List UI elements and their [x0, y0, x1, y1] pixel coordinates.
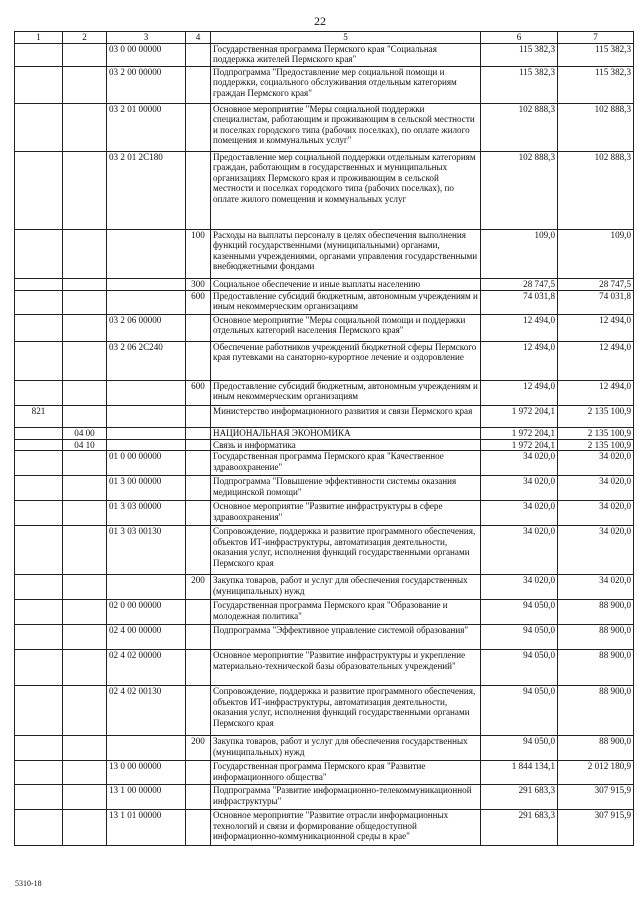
- expense-type-cell: [186, 650, 211, 686]
- expense-type-cell: [186, 406, 211, 428]
- amount-col6-cell: 102 888,3: [481, 104, 558, 152]
- target-article-cell: [107, 291, 186, 315]
- section-code-cell: [63, 315, 107, 342]
- target-article-cell: [107, 428, 186, 440]
- target-article-cell: 01 3 03 00130: [107, 526, 186, 575]
- table-row: [15, 501, 634, 526]
- item-name-cell: Подпрограмма "Эффективное управление системой образования": [211, 625, 481, 650]
- expense-type-cell: [186, 315, 211, 342]
- section-code-cell: 04 00: [63, 428, 107, 440]
- expense-type-cell: [186, 625, 211, 650]
- amount-col6-cell: 34 020,0: [481, 526, 558, 575]
- item-name-cell: Государственная программа Пермского края "Социальная поддержка жителей Пермского края": [211, 44, 481, 67]
- target-article-cell: 02 4 02 00130: [107, 686, 186, 736]
- target-article-cell: [107, 736, 186, 761]
- expense-type-cell: [186, 810, 211, 846]
- item-name-cell: Государственная программа Пермского края "Развитие информационного общества": [211, 761, 481, 785]
- item-name-cell: Сопровождение, поддержка и развитие программного обеспечения, объектов ИТ-инфраструктуры, автоматизация деятельности, оказания услуг, исполнения функций государственными органами Пермского края: [211, 686, 481, 736]
- target-article-cell: 01 3 03 00000: [107, 501, 186, 526]
- amount-col6-cell: 34 020,0: [481, 501, 558, 526]
- target-article-cell: [107, 279, 186, 291]
- admin-code-cell: [15, 451, 63, 476]
- item-name-cell: Основное мероприятие "Развитие отрасли информационных технологий и связи и формирование общедоступной информационно-коммуникационной среды в крае": [211, 810, 481, 846]
- admin-code-cell: 821: [15, 406, 63, 428]
- target-article-cell: 03 0 00 00000: [107, 44, 186, 67]
- item-name-cell: Подпрограмма "Развитие информационно-телекоммуникационной инфраструктуры": [211, 785, 481, 810]
- item-name-cell: Подпрограмма "Предоставление мер социальной помощи и поддержки, социального обслуживания отдельным категориям граждан Пермского края": [211, 67, 481, 104]
- amount-col7-cell: 12 494,0: [558, 381, 634, 406]
- amount-col6-cell: 291 683,3: [481, 785, 558, 810]
- item-name-cell: Основное мероприятие "Развитие инфраструктуры и укрепление материально-технической базы образовательных учреждений": [211, 650, 481, 686]
- amount-col6-cell: 94 050,0: [481, 625, 558, 650]
- admin-code-cell: [15, 736, 63, 761]
- admin-code-cell: [15, 104, 63, 152]
- amount-col6-cell: 1 972 204,1: [481, 406, 558, 428]
- table-body: [15, 44, 634, 846]
- table-row: [15, 104, 634, 152]
- amount-col6-cell: 102 888,3: [481, 152, 558, 230]
- admin-code-cell: [15, 230, 63, 279]
- table-row: [15, 575, 634, 600]
- section-code-cell: [63, 501, 107, 526]
- amount-col7-cell: 88 900,0: [558, 686, 634, 736]
- section-code-cell: [63, 67, 107, 104]
- admin-code-cell: [15, 650, 63, 686]
- section-code-cell: [63, 600, 107, 625]
- table-row: [15, 476, 634, 501]
- admin-code-cell: [15, 761, 63, 785]
- item-name-cell: Сопровождение, поддержка и развитие программного обеспечения, объектов ИТ-инфраструктуры, автоматизация деятельности, оказания услуг, исполнения функций государственными органами Пермского края: [211, 526, 481, 575]
- amount-col7-cell: 2 012 180,9: [558, 761, 634, 785]
- table-row: [15, 230, 634, 279]
- item-name-cell: Основное мероприятие "Развитие инфраструктуры в сфере здравоохранения": [211, 501, 481, 526]
- target-article-cell: 13 1 01 00000: [107, 810, 186, 846]
- table-row: [15, 600, 634, 625]
- expense-type-cell: [186, 152, 211, 230]
- amount-col6-cell: 115 382,3: [481, 67, 558, 104]
- item-name-cell: Социальное обеспечение и иные выплаты населению: [211, 279, 481, 291]
- section-code-cell: [63, 736, 107, 761]
- admin-code-cell: [15, 526, 63, 575]
- expense-type-cell: [186, 104, 211, 152]
- amount-col7-cell: 12 494,0: [558, 315, 634, 342]
- expense-type-cell: [186, 526, 211, 575]
- table-row: [15, 736, 634, 761]
- expense-type-cell: [186, 761, 211, 785]
- admin-code-cell: [15, 625, 63, 650]
- amount-col7-cell: 307 915,9: [558, 785, 634, 810]
- admin-code-cell: [15, 291, 63, 315]
- target-article-cell: 02 4 02 00000: [107, 650, 186, 686]
- expense-type-cell: [186, 785, 211, 810]
- section-code-cell: [63, 761, 107, 785]
- admin-code-cell: [15, 476, 63, 501]
- expense-type-cell: [186, 67, 211, 104]
- amount-col7-cell: 34 020,0: [558, 575, 634, 600]
- target-article-cell: 03 2 06 2С240: [107, 342, 186, 381]
- admin-code-cell: [15, 67, 63, 104]
- expense-type-cell: 200: [186, 575, 211, 600]
- section-code-cell: [63, 230, 107, 279]
- table-row: [15, 342, 634, 381]
- col-header-1: 1: [15, 32, 63, 44]
- table-row: [15, 686, 634, 736]
- col-header-7: 7: [558, 32, 634, 44]
- amount-col6-cell: 12 494,0: [481, 315, 558, 342]
- amount-col7-cell: 2 135 100,9: [558, 440, 634, 451]
- amount-col7-cell: 109,0: [558, 230, 634, 279]
- col-header-4: 4: [186, 32, 211, 44]
- section-code-cell: [63, 291, 107, 315]
- target-article-cell: 13 1 00 00000: [107, 785, 186, 810]
- expense-type-cell: 100: [186, 230, 211, 279]
- amount-col7-cell: 28 747,5: [558, 279, 634, 291]
- target-article-cell: [107, 230, 186, 279]
- section-code-cell: [63, 785, 107, 810]
- target-article-cell: 13 0 00 00000: [107, 761, 186, 785]
- admin-code-cell: [15, 810, 63, 846]
- section-code-cell: [63, 526, 107, 575]
- amount-col6-cell: 291 683,3: [481, 810, 558, 846]
- admin-code-cell: [15, 315, 63, 342]
- amount-col6-cell: 34 020,0: [481, 575, 558, 600]
- item-name-cell: Государственная программа Пермского края "Образование и молодежная политика": [211, 600, 481, 625]
- item-name-cell: Подпрограмма "Повышение эффективности системы оказания медицинской помощи": [211, 476, 481, 501]
- section-code-cell: [63, 810, 107, 846]
- expense-type-cell: [186, 451, 211, 476]
- table-row: [15, 428, 634, 440]
- table-row: [15, 67, 634, 104]
- document-code: 5310-18: [15, 879, 42, 888]
- item-name-cell: Предоставление мер социальной поддержки отдельным категориям граждан, работающим в государственных и муниципальных организациях Пермского края и проживающим в сельской местности и поселках городского типа (рабочих поселках), по оплате жилого помещения и коммунальных услуг: [211, 152, 481, 230]
- section-code-cell: [63, 686, 107, 736]
- table-row: [15, 650, 634, 686]
- table-row: [15, 291, 634, 315]
- amount-col7-cell: 115 382,3: [558, 67, 634, 104]
- expense-type-cell: [186, 44, 211, 67]
- amount-col7-cell: 88 900,0: [558, 600, 634, 625]
- expense-type-cell: 600: [186, 381, 211, 406]
- item-name-cell: Закупка товаров, работ и услуг для обеспечения государственных (муниципальных) нужд: [211, 736, 481, 761]
- section-code-cell: [63, 451, 107, 476]
- section-code-cell: [63, 104, 107, 152]
- admin-code-cell: [15, 342, 63, 381]
- admin-code-cell: [15, 44, 63, 67]
- item-name-cell: Предоставление субсидий бюджетным, автономным учреждениям и иным некоммерческим организациям: [211, 291, 481, 315]
- page-number: 22: [314, 14, 326, 28]
- expense-type-cell: [186, 686, 211, 736]
- item-name-cell: Министерство информационного развития и связи Пермского края: [211, 406, 481, 428]
- target-article-cell: 03 2 06 00000: [107, 315, 186, 342]
- amount-col6-cell: 94 050,0: [481, 736, 558, 761]
- table-row: [15, 440, 634, 451]
- amount-col6-cell: 94 050,0: [481, 600, 558, 625]
- table-row: [15, 451, 634, 476]
- section-code-cell: [63, 279, 107, 291]
- item-name-cell: Основное мероприятие "Меры социальной поддержки специалистам, работающим и проживающим в сельской местности и поселках городского типа (рабочих поселках), по оплате жилого помещения и коммунальных услуг": [211, 104, 481, 152]
- section-code-cell: [63, 575, 107, 600]
- item-name-cell: Обеспечение работников учреждений бюджетной сферы Пермского края путевками на санаторно-курортное лечение и оздоровление: [211, 342, 481, 381]
- admin-code-cell: [15, 381, 63, 406]
- item-name-cell: Предоставление субсидий бюджетным, автономным учреждениям и иным некоммерческим организациям: [211, 381, 481, 406]
- target-article-cell: 03 2 01 2С180: [107, 152, 186, 230]
- target-article-cell: [107, 381, 186, 406]
- expense-type-cell: 200: [186, 736, 211, 761]
- amount-col7-cell: 88 900,0: [558, 650, 634, 686]
- column-number-row: [15, 32, 634, 44]
- amount-col6-cell: 12 494,0: [481, 381, 558, 406]
- amount-col6-cell: 34 020,0: [481, 451, 558, 476]
- expense-type-cell: [186, 476, 211, 501]
- amount-col6-cell: 28 747,5: [481, 279, 558, 291]
- table-row: [15, 526, 634, 575]
- amount-col6-cell: 12 494,0: [481, 342, 558, 381]
- target-article-cell: [107, 440, 186, 451]
- amount-col7-cell: 74 031,8: [558, 291, 634, 315]
- item-name-cell: Связь и информатика: [211, 440, 481, 451]
- col-header-6: 6: [481, 32, 558, 44]
- table-row: [15, 406, 634, 428]
- section-code-cell: [63, 44, 107, 67]
- section-code-cell: [63, 650, 107, 686]
- admin-code-cell: [15, 428, 63, 440]
- admin-code-cell: [15, 152, 63, 230]
- amount-col7-cell: 102 888,3: [558, 104, 634, 152]
- admin-code-cell: [15, 501, 63, 526]
- target-article-cell: 02 0 00 00000: [107, 600, 186, 625]
- amount-col7-cell: 307 915,9: [558, 810, 634, 846]
- admin-code-cell: [15, 686, 63, 736]
- target-article-cell: [107, 406, 186, 428]
- amount-col7-cell: 88 900,0: [558, 625, 634, 650]
- amount-col6-cell: 94 050,0: [481, 686, 558, 736]
- item-name-cell: Закупка товаров, работ и услуг для обеспечения государственных (муниципальных) нужд: [211, 575, 481, 600]
- target-article-cell: 02 4 00 00000: [107, 625, 186, 650]
- expense-type-cell: [186, 600, 211, 625]
- target-article-cell: 03 2 00 00000: [107, 67, 186, 104]
- target-article-cell: 01 0 00 00000: [107, 451, 186, 476]
- target-article-cell: [107, 575, 186, 600]
- amount-col7-cell: 115 382,3: [558, 44, 634, 67]
- amount-col6-cell: 1 972 204,1: [481, 428, 558, 440]
- expense-type-cell: [186, 342, 211, 381]
- section-code-cell: [63, 152, 107, 230]
- amount-col7-cell: 34 020,0: [558, 501, 634, 526]
- target-article-cell: 01 3 00 00000: [107, 476, 186, 501]
- amount-col7-cell: 34 020,0: [558, 526, 634, 575]
- table-row: [15, 279, 634, 291]
- item-name-cell: НАЦИОНАЛЬНАЯ ЭКОНОМИКА: [211, 428, 481, 440]
- amount-col6-cell: 34 020,0: [481, 476, 558, 501]
- amount-col7-cell: 102 888,3: [558, 152, 634, 230]
- table-row: [15, 152, 634, 230]
- section-code-cell: [63, 381, 107, 406]
- amount-col7-cell: 34 020,0: [558, 451, 634, 476]
- amount-col6-cell: 115 382,3: [481, 44, 558, 67]
- amount-col6-cell: 1 972 204,1: [481, 440, 558, 451]
- amount-col7-cell: 12 494,0: [558, 342, 634, 381]
- table-row: [15, 315, 634, 342]
- amount-col6-cell: 109,0: [481, 230, 558, 279]
- amount-col6-cell: 94 050,0: [481, 650, 558, 686]
- amount-col7-cell: 34 020,0: [558, 476, 634, 501]
- admin-code-cell: [15, 440, 63, 451]
- section-code-cell: [63, 342, 107, 381]
- target-article-cell: 03 2 01 00000: [107, 104, 186, 152]
- budget-table: [14, 31, 634, 846]
- col-header-3: 3: [107, 32, 186, 44]
- amount-col7-cell: 2 135 100,9: [558, 428, 634, 440]
- amount-col6-cell: 1 844 134,1: [481, 761, 558, 785]
- table-row: [15, 761, 634, 785]
- admin-code-cell: [15, 575, 63, 600]
- amount-col7-cell: 88 900,0: [558, 736, 634, 761]
- amount-col7-cell: 2 135 100,9: [558, 406, 634, 428]
- col-header-5: 5: [211, 32, 481, 44]
- admin-code-cell: [15, 600, 63, 625]
- item-name-cell: Расходы на выплаты персоналу в целях обеспечения выполнения функций государственными (муниципальными) органами, казенными учреждениями, органами управления государственными внебюджетными фондами: [211, 230, 481, 279]
- section-code-cell: [63, 476, 107, 501]
- table-row: [15, 785, 634, 810]
- expense-type-cell: 300: [186, 279, 211, 291]
- table-row: [15, 625, 634, 650]
- table-row: [15, 810, 634, 846]
- col-header-2: 2: [63, 32, 107, 44]
- section-code-cell: 04 10: [63, 440, 107, 451]
- admin-code-cell: [15, 785, 63, 810]
- expense-type-cell: [186, 501, 211, 526]
- table-row: [15, 44, 634, 67]
- expense-type-cell: [186, 440, 211, 451]
- section-code-cell: [63, 625, 107, 650]
- item-name-cell: Основное мероприятие "Меры социальной помощи и поддержки отдельных категорий населения Пермского края": [211, 315, 481, 342]
- item-name-cell: Государственная программа Пермского края "Качественное здравоохранение": [211, 451, 481, 476]
- admin-code-cell: [15, 279, 63, 291]
- section-code-cell: [63, 406, 107, 428]
- expense-type-cell: 600: [186, 291, 211, 315]
- expense-type-cell: [186, 428, 211, 440]
- table-row: [15, 381, 634, 406]
- amount-col6-cell: 74 031,8: [481, 291, 558, 315]
